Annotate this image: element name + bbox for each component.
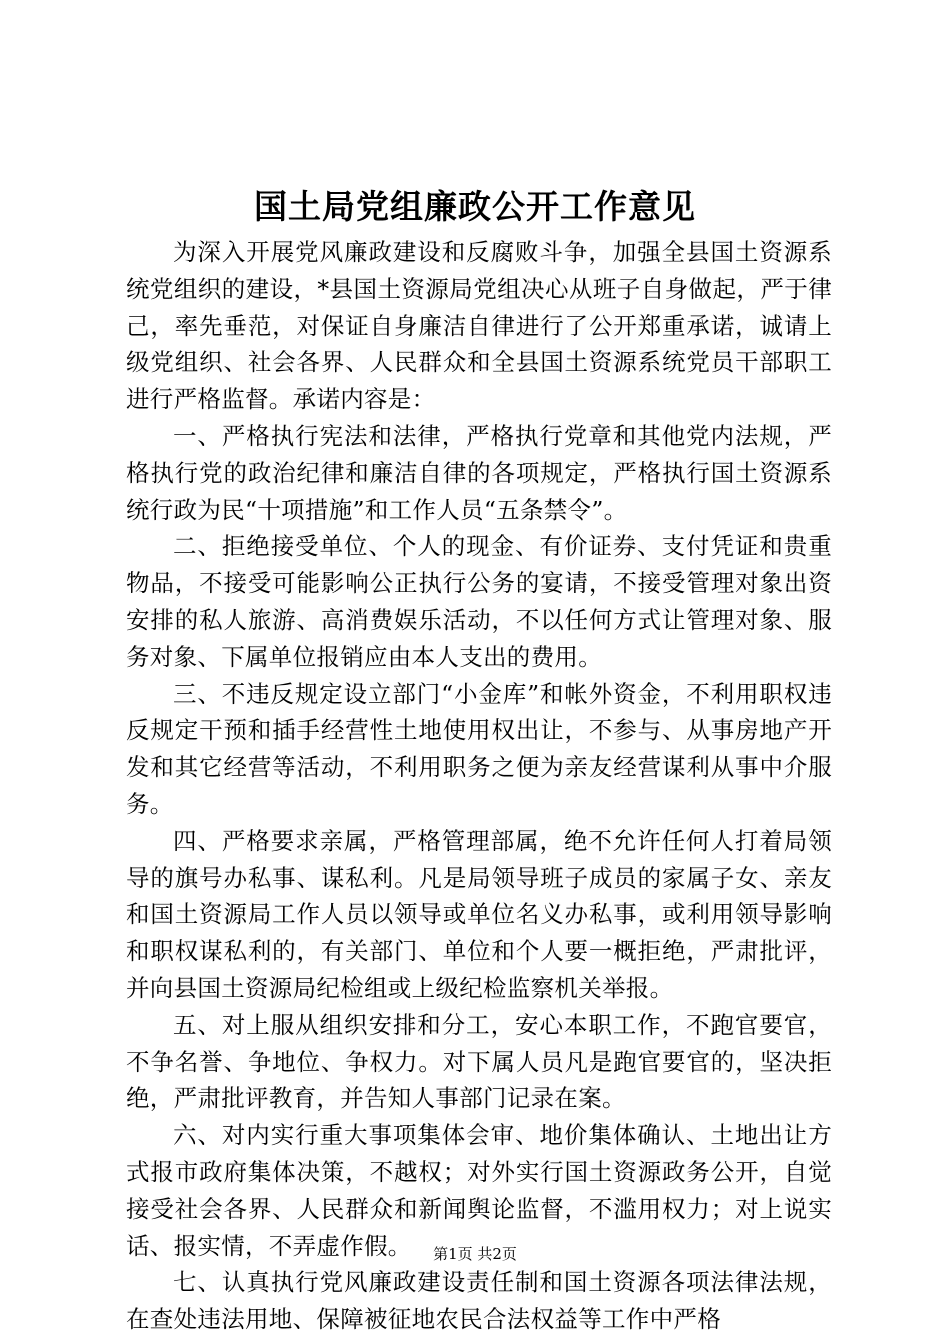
paragraph-intro: 为深入开展党风廉政建设和反腐败斗争，加强全县国土资源系统党组织的建设，*县国土资源局党组决心从班子自身做起，严于律己，率先垂范，对保证自身廉洁自律进行了公开郑重承诺，诚请上级党组织、社会各界、人民群众和全县国土资源系统党员干部职工进行严格监督。承诺内容是： <box>126 238 832 414</box>
paragraph-item-7: 七、认真执行党风廉政建设责任制和国土资源各项法律法规，在查处违法用地、保障被征地农民合法权益等工作中严格 <box>126 1268 832 1334</box>
paragraph-item-3: 三、不违反规定设立部门“小金库”和帐外资金，不利用职权违反规定干预和插手经营性土地使用权出让，不参与、从事房地产开发和其它经营等活动，不利用职务之便为亲友经营谋利从事中介服务。 <box>126 679 832 818</box>
paragraph-item-1: 一、严格执行宪法和法律，严格执行党章和其他党内法规，严格执行党的政治纪律和廉洁自律的各项规定，严格执行国土资源系统行政为民“十项措施”和工作人员“五条禁令”。 <box>126 421 832 524</box>
paragraph-item-5: 五、对上服从组织安排和分工，安心本职工作，不跑官要官，不争名誉、争地位、争权力。对下属人员凡是跑官要官的，坚决拒绝，严肃批评教育，并告知人事部门记录在案。 <box>126 1010 832 1113</box>
paragraph-item-4: 四、严格要求亲属，严格管理部属，绝不允许任何人打着局领导的旗号办私事、谋私利。凡是局领导班子成员的家属子女、亲友和国土资源局工作人员以领导或单位名义办私事，或利用领导影响和职权谋私利的，有关部门、单位和个人要一概拒绝，严肃批评，并向县国土资源局纪检组或上级纪检监察机关举报。 <box>126 826 832 1002</box>
document-title: 国土局党组廉政公开工作意见 <box>254 187 696 226</box>
page-footer <box>0 1244 950 1264</box>
page-number: 第1页 共2页 <box>433 1245 517 1263</box>
paragraph-item-2: 二、拒绝接受单位、个人的现金、有价证券、支付凭证和贵重物品，不接受可能影响公正执行公务的宴请，不接受管理对象出资安排的私人旅游、高消费娱乐活动，不以任何方式让管理对象、服务对象、下属单位报销应由本人支出的费用。 <box>126 532 832 671</box>
paragraph-item-6: 六、对内实行重大事项集体会审、地价集体确认、土地出让方式报市政府集体决策，不越权；对外实行国土资源政务公开，自觉接受社会各界、人民群众和新闻舆论监督，不滥用权力；对上说实话、报实情，不弄虚作假。 <box>126 1121 832 1260</box>
document-body <box>126 234 832 1338</box>
